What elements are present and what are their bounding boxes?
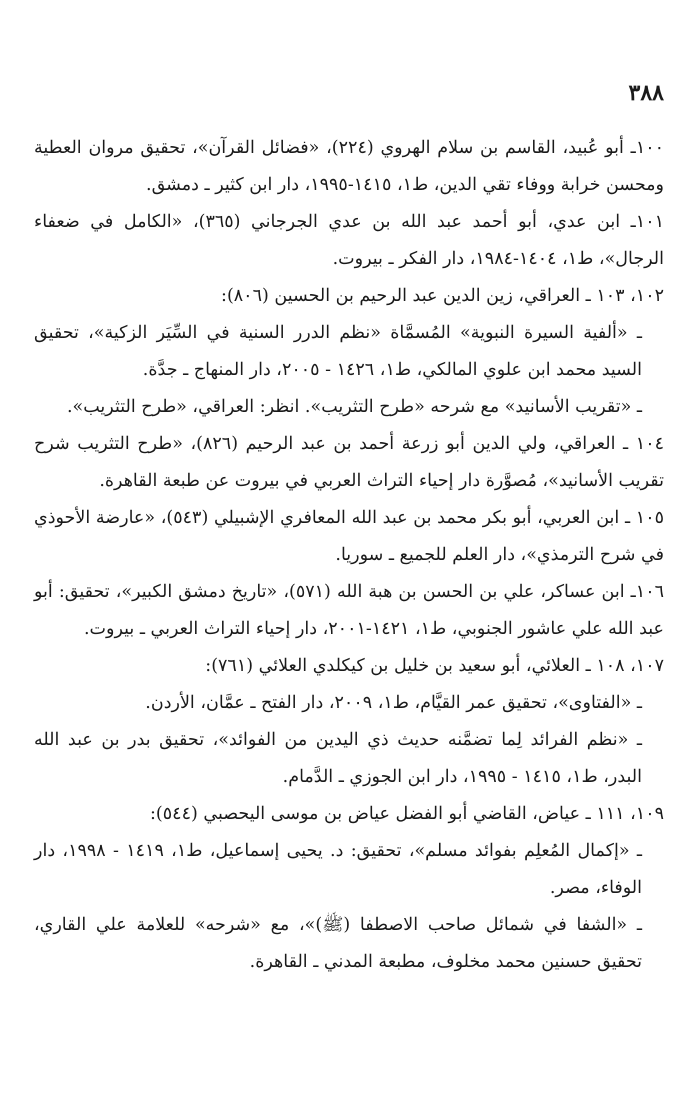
bibliography-entry-105: ١٠٥ ـ ابن العربي، أبو بكر محمد بن عبد الله المعافري الإشبيلي (٥٤٣)، «عارضة الأحوذي في شرح الترمذي»، دار العلم للجميع ـ سوريا. [34, 508, 664, 565]
bibliography-subentry: ـ «إكمال المُعلِم بفوائد مسلم»، تحقيق: د. يحيى إسماعيل، ط١، ١٤١٩ - ١٩٩٨، دار الوفاء، مصر. [34, 841, 642, 898]
bibliography-subentry: ـ «الفتاوى»، تحقيق عمر القيَّام، ط١، ٢٠٠٩، دار الفتح ـ عمَّان، الأردن. [145, 693, 642, 713]
bibliography-entry-102-103: ١٠٢، ١٠٣ ـ العراقي، زين الدين عبد الرحيم بن الحسين (٨٠٦): [221, 286, 664, 306]
bibliography-subentry: ـ «ألفية السيرة النبوية» المُسمَّاة «نظم الدرر السنية في السِّيَر الزكية»، تحقيق السيد محمد ابن علوي المالكي، ط١، ١٤٢٦ - ٢٠٠٥، دار المنهاج ـ جدَّة. [34, 323, 642, 380]
bibliography-entry-106: ١٠٦ـ ابن عساكر، علي بن الحسن بن هبة الله (٥٧١)، «تاريخ دمشق الكبير»، تحقيق: أبو عبد الله علي عاشور الجنوبي، ط١، ١٤٢١-٢٠٠١، دار إحياء التراث العربي ـ بيروت. [34, 582, 664, 639]
bibliography-list [34, 130, 664, 981]
book-page [34, 0, 664, 1114]
bibliography-subentry: ـ «تقريب الأسانيد» مع شرحه «طرح التثريب». انظر: العراقي، «طرح التثريب». [66, 397, 642, 417]
bibliography-entry-104: ١٠٤ ـ العراقي، ولي الدين أبو زرعة أحمد بن عبد الرحيم (٨٢٦)، «طرح التثريب شرح تقريب الأسانيد»، مُصوَّرة دار إحياء التراث العربي في بيروت عن طبعة القاهرة. [34, 434, 664, 491]
bibliography-subentry: ـ «نظم الفرائد لِما تضمَّنه حديث ذي اليدين من الفوائد»، تحقيق بدر بن عبد الله البدر، ط١، ١٤١٥ - ١٩٩٥، دار ابن الجوزي ـ الدَّمام. [34, 730, 642, 787]
bibliography-entry-100: ١٠٠ـ أبو عُبيد، القاسم بن سلام الهروي (٢٢٤)، «فضائل القرآن»، تحقيق مروان العطية ومحسن خرابة ووفاء تقي الدين، ط١، ١٤١٥-١٩٩٥، دار ابن كثير ـ دمشق. [34, 138, 665, 195]
bibliography-entry-109-111: ١٠٩، ١١١ ـ عياض، القاضي أبو الفضل عياض بن موسى اليحصبي (٥٤٤): [150, 804, 664, 824]
page-number: ٣٨٨ [628, 80, 664, 106]
bibliography-entry-101: ١٠١ـ ابن عدي، أبو أحمد عبد الله بن عدي الجرجاني (٣٦٥)، «الكامل في ضعفاء الرجال»، ط١، ١٤٠٤-١٩٨٤، دار الفكر ـ بيروت. [34, 212, 664, 269]
bibliography-subentry: ـ «الشفا في شمائل صاحب الاصطفا (ﷺ)»، مع «شرحه» للعلامة علي القاري، تحقيق حسنين محمد مخلوف، مطبعة المدني ـ القاهرة. [34, 915, 642, 972]
bibliography-entry-107-108: ١٠٧، ١٠٨ ـ العلائي، أبو سعيد بن خليل بن كيكلدي العلائي (٧٦١): [205, 656, 664, 676]
